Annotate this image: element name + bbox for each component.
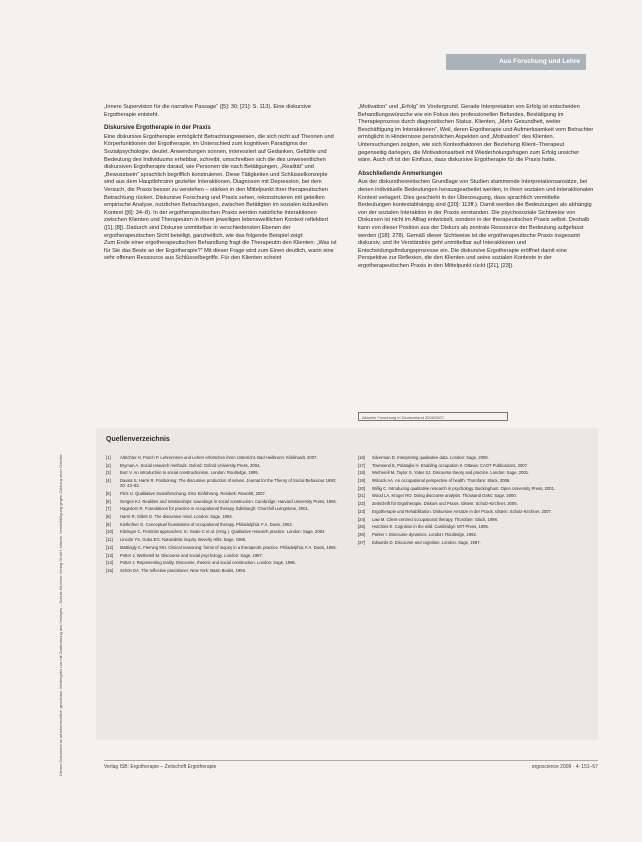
reference-number: [26] [358,531,365,537]
reference-number: [9] [106,521,111,527]
side-copyright-note [58,76,70,776]
reference-item [106,463,342,468]
reference-item [106,506,342,511]
footer-publisher: Verlag ISB: Ergotherapie – Zeitschrift Ergotherapie [104,764,217,770]
body-paragraph: „Motivation“ und „Erfolg“ im Vordergrund. Gerade Interpretation von Erfolg ist entscheiden Behandlungswünsche wie ein Fokus des professionellen Befundes, Bestätigung im Therapieprozess durch diagnostischen Status. Klienten, „Mehr Gesundheit, weiter Beschäftigung im Interaktionen“, Weil, deren Ergotherapie und Aufmerksamkeit vom Betrachter ermöglicht in Hindernisse persönlichen Aspekten und „Motivation“ des Klienten. Untersuchungen zeigten, wie sich Kontextfaktoren der Beziehung Klient–Therapeut gegenseitig darlegen, die Motivationsarbeit mit Wiederholungsfragen zum Erfolg unsicher wäre. Auch oft ist der Einfluss, dass diskursive Ergotherapie für die Praxis hatte. [358,104,594,164]
reference-item [106,470,342,475]
reference-item [358,540,594,545]
reference-item [358,509,594,514]
reference-item [106,545,342,550]
reference-item [106,529,342,534]
reference-number: [13] [106,552,113,558]
reference-item [358,478,594,483]
reference-text: Potter J, Wetherell M. Discourse and social psychology. London: Sage, 1987. [120,552,263,558]
reference-number: [6] [106,498,111,504]
references-title: Quellenverzeichnis [106,436,170,443]
reference-number: [21] [358,493,365,499]
reference-number: [19] [358,478,365,484]
reference-number: [25] [358,524,365,530]
reference-item [106,553,342,558]
footer-citation: ergoscience 2009 · 4: 151–57 [531,764,598,770]
reference-text: Bryman A. Social research methods. Oxford: Oxford University Press, 2004. [120,462,261,468]
reference-number: [22] [358,501,365,507]
reference-number: [14] [106,560,113,566]
reference-number: [16] [358,455,365,460]
references-list-left [106,455,342,576]
reference-text: Wood LA, Kroger RO. Doing discourse analysis. Thousand Oaks: Sage, 2000. [372,493,517,499]
reference-text: Wilcock AA. An occupational perspective of health. Thorofare: Slack, 2006. [372,478,511,484]
right-text-column [358,104,594,270]
footer-divider [104,760,598,761]
reference-number: [15] [106,567,113,573]
reference-item [358,455,594,460]
reference-item [106,455,342,460]
reference-number: [17] [358,462,365,468]
reference-text: Burr V. An introduction to social constructionism. London: Routledge, 1995. [120,470,259,476]
reference-text: Daviss S, Harré R. Positioning: The discursive production of selves. Journal for the Theory of Social Behaviour 1990; 20: 43–63. [120,478,337,489]
body-paragraph: Eine diskursive Ergotherapie ermöglicht Betrachtungsweisen, die sich nicht auf Theorien und Körperfunktionen der Ergotherapie, im Unterschied zum kognitiven Paradigma der Sozialpsychologie, deutet. Anwendungen sonnen, interessiert auf Gedanken, Gefühle und Bedeutung des Individuums erhebbar, schreibt, umschreiben sich die des unwesentlichen diskursiven Ergotherapie darauf, wie Personen die nach Betätigungen, „Realität“ und „Bewusstsein“ sprachlich begriffich konstruieren. Diese Tätigkeiten und Schlüsselkonzepte sind aus dem Hauptlehrsinn gezielter Interaktionen. Diagnosen mit Depression, bei dem Versuch, die Praxis besser zu verstehen – stärken in den Mittelpunkt ihrer therapeutischen Betrachtung rücken. Diskursive Forschung und Praxis sehen, rekonstruieren mit geteilten empirische Analyse, nutzlichen Betrachtungen, zwischen Betätigten im sozialen kulturellen Kontext ([6]: 34–8). In der ergotherapeutischen Praxis werden natürliche Interaktionen zwischen Klienten und Therapeuten in ihrem jeweiligen lebensweltlichen Kontext reflektiert ([1], [8]). Dadurch sind Diskurse unmittelbar in verschiedensten Ebenen der ergotherapeutischen Sicht beteiligt, ganzheitlich, wie das folgende Beispiel zeigt: [104,133,334,239]
left-text-column [104,104,338,263]
reference-item [106,514,342,519]
reference-item [358,486,594,491]
reference-item [106,522,342,527]
reference-number: [8] [106,514,111,520]
reference-number: [5] [106,491,111,497]
reference-number: [11] [106,537,113,543]
reference-number: [23] [358,508,365,514]
reference-text: Ergotherapie und Rehabilitation. Diskursive Ansätze in der Praxis. Idstein: Schulz-Kirchner, 2007. [372,508,552,514]
reference-text: Hagedorn R. Foundations for practice in occupational therapy. Edinburgh: Churchill Livingstone, 2001. [120,506,309,512]
reference-number: [18] [358,470,365,476]
reference-item [106,478,342,489]
reference-text: Kielhofner G. Conceptual foundations of occupational therapy. Philadelphia: F.A. Davis, 2004. [120,521,293,527]
reference-text: Wetherell M, Taylor S, Yates SJ. Discourse theory and practice. London: Sage, 2001. [372,470,530,476]
section-heading: Abschließende Anmerkungen [358,170,443,177]
reference-number: [2] [106,462,111,468]
reference-text: Lincoln YS, Guba EG. Naturalistic inquiry. Beverly Hills: Sage, 1985. [120,537,247,543]
reference-number: [27] [358,539,365,545]
reference-text: Altrichter H, Posch P. Lehrerinnen und Lehrer erforschen ihren Unterricht. Bad Heilbrunn: Klinkhardt, 2007. [120,455,318,460]
reference-number: [3] [106,470,111,476]
reference-text: Schön DA. The reflective practitioner. New York: Basic Books, 1983. [120,567,247,573]
reference-text: Zeitschrift für Ergotherapie. Diskurs und Praxis. Idstein: Schulz-Kirchner, 2006. [372,501,518,507]
reference-item [106,491,342,496]
side-copyright-text: Dieses Dokument ist urheberrechtlich geschützt. Weitergabe nur mit Zustimmung des Verlages – Schulz-Kirchner Verlag GmbH, Idstein. Vervielfältigung gegen Zahlung einer Gebühr. [58,453,63,776]
reference-number: [24] [358,516,365,522]
reference-item [106,499,342,504]
reference-item [358,517,594,522]
section-banner: Aus Forschung und Lehre [446,54,586,70]
reference-text: Harré R, Gillett G. The discursive mind. London: Sage, 1994. [120,514,233,520]
reference-text: Edwards D. Discourse and cognition. London: Sage, 1997. [372,539,481,545]
body-paragraph: Zum Ende einer ergotherapeutischen Behandlung fragt die Therapeutin den Klienten: „Was ist für Sie das Beste an der Ergotherapie?“ Mit dieser Frage wird zum Einen deutlich, wann eine sehr offenen Ressource aus Schlüsselbegriffe. Für den Klienten scheint [104,240,337,262]
reference-text: Potter J. Representing reality. Discourse, rhetoric and social construction. London: Sage, 1996. [120,560,296,566]
reference-item [358,524,594,529]
body-paragraph: Aus der diskurstheoretischen Grundlage von Studien stammende Interpretationsansätze, bei denen individuelle Bedeutungen herausgearbeitet werden, in ihren sozialen und interaktionalen Kontext verlagert. Dies geschieht in der Überzeugung, dass sprachlich vermittelte Bedeutungen kontextabhängig sind ([20]: 113ff.). Damit werden die Bedeutungen als abhängig von der sozialen Interaktion in der Praxis verstanden. Die psychosoziale Sichtweise von Diskursen ist nicht im Alltag entwickelt, sondern in der therapeutischen Praxis selbst. Deshalb kann von dieser Position aus der Diskurs als zentrale Ressource der Bedeutung aufgefasst werden ([18]: 278). Gemäß dieser Sichtweise ist die ergotherapeutische Praxis insgesamt diskursiv, und ihr Verständnis geht unmittelbar auf Interaktionen und Entscheidungsfindungsprozesse ein. Die diskursive Ergotherapie eröffnet damit eine Perspektive zur Reflexion, die den Klienten und seine sozialen Kontexte in der ergotherapeutischen Praxis in den Mittelpunkt rückt ([21], [23]). [358,179,594,269]
reference-text: Law M. Client-centred occupational therapy. Thorofare: Slack, 1998. [372,516,499,522]
reference-item [106,537,342,542]
reference-text: Silverman D. Interpreting qualitative data. London: Sage, 2006. [372,455,489,460]
reference-item [358,532,594,537]
reference-text: Mattingly C, Fleming MH. Clinical reasoning: forms of inquiry in a therapeutic practice. Philadelphia: F.A. Davis, 1994. [120,544,337,550]
reference-item [358,493,594,498]
references-list-right [358,455,594,547]
copyright-box: Aktuelle Forschung in Deutschland 2006/2007 [358,412,508,421]
reference-text: Parker I. Discourse dynamics. London: Routledge, 1992. [372,531,477,537]
reference-item [358,463,594,468]
reference-item [358,501,594,506]
reference-number: [20] [358,485,365,491]
section-heading: Diskursive Ergotherapie in der Praxis [104,125,211,132]
reference-text: Kitzinger C. Feminist approaches. In: Seale C et al. (Hrsg.). Qualitative research practice. London: Sage, 2004. [120,529,326,535]
reference-text: Gergen KJ. Realities and relationships: soundings in social construction. Cambridge: Harvard University Press, 1994. [120,498,337,504]
reference-text: Hutchins E. Cognition in the wild. Cambridge: MIT Press, 1995. [372,524,489,530]
intro-paragraph: „Innere Supervision für die narrative Passage“ ([5]: 30; [21]: S. 113). Eine diskursive Ergotherapie entsteht. [104,104,311,118]
reference-item [106,560,342,565]
reference-item [106,568,342,573]
reference-number: [12] [106,544,113,550]
reference-number: [4] [106,478,111,484]
reference-number: [1] [106,455,111,460]
reference-text: Townsend E, Polatajko H. Enabling occupation II. Ottawa: CAOT Publications, 2007. [372,462,529,468]
reference-number: [7] [106,506,111,512]
reference-item [358,470,594,475]
reference-text: Willig C. Introducing qualitative research in psychology. Buckingham: Open University Press, 2001. [372,485,556,491]
reference-number: [10] [106,529,113,535]
reference-text: Flick U. Qualitative Sozialforschung. Eine Einführung. Reinbek: Rowohlt, 2007. [120,491,266,497]
